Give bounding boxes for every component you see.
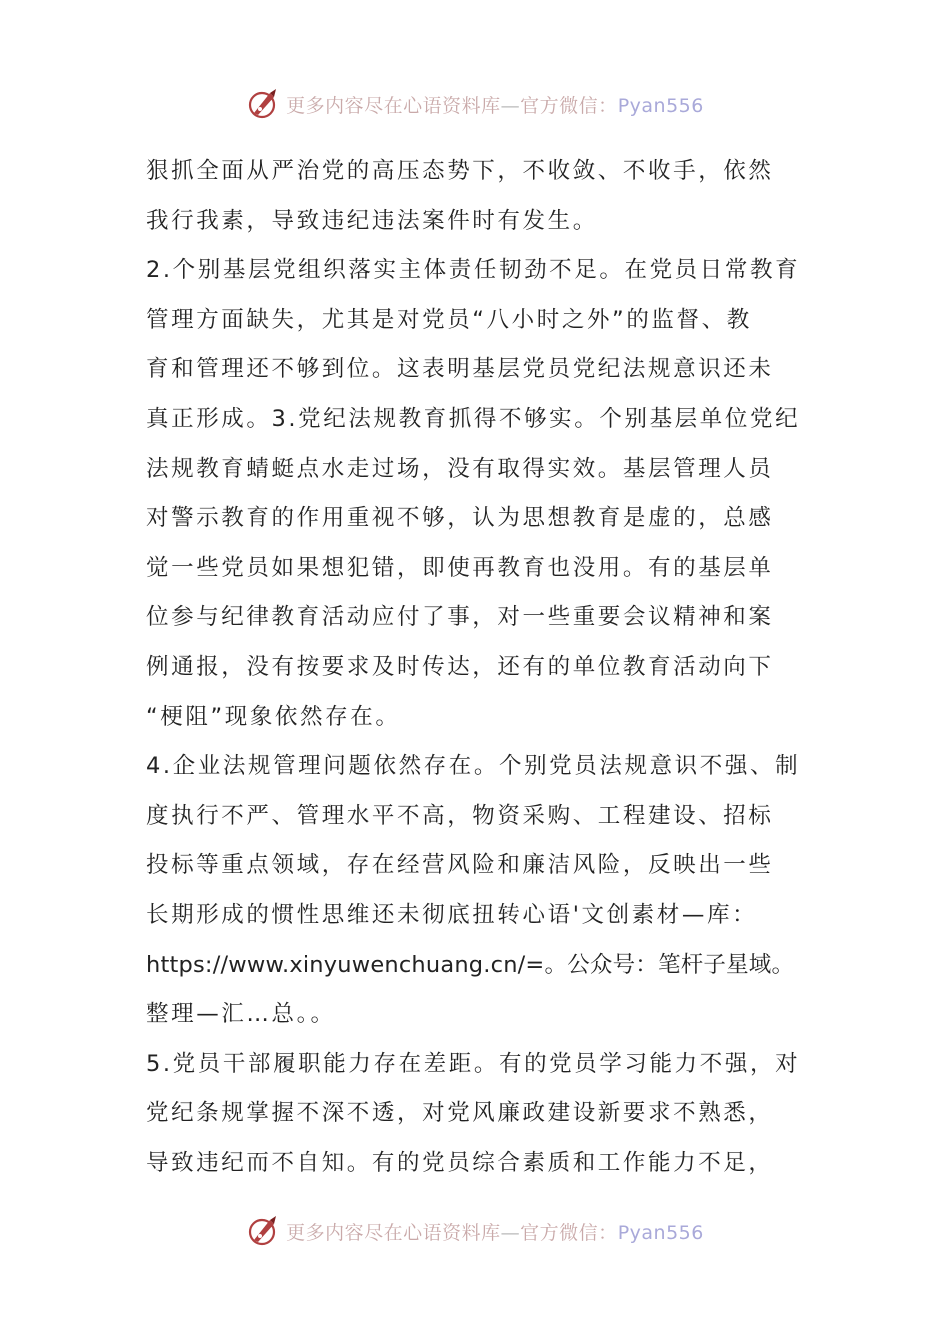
body-line: 真正形成。3.党纪法规教育抓得不够实。个别基层单位党纪 (146, 405, 801, 432)
pen-nib-logo-icon (246, 1214, 280, 1248)
header-main-text: 更多内容尽在心语资料库 (286, 94, 501, 117)
footer-main-text: 更多内容尽在心语资料库 (286, 1221, 501, 1244)
document-body (146, 147, 806, 1188)
header-separator: — (500, 94, 521, 117)
body-line: 度执行不严、管理水平不高，物资采购、工程建设、招标 (146, 802, 774, 829)
body-line: 法规教育蜻蜓点水走过场，没有取得实效。基层管理人员 (146, 455, 774, 482)
body-line: 对警示教育的作用重视不够，认为思想教育是虚的，总感 (146, 505, 774, 532)
body-line: 长期形成的惯性思维还未彻底扭转心语'文创素材—库： (146, 901, 758, 928)
body-line: 导致违纪而不自知。有的党员综合素质和工作能力不足， (146, 1149, 774, 1176)
body-line: 例通报，没有按要求及时传达，还有的单位教育活动向下 (146, 653, 774, 680)
footer-label-text: 官方微信： (520, 1221, 618, 1244)
body-line: 位参与纪律教育活动应付了事，对一些重要会议精神和案 (146, 604, 774, 631)
footer-banner (0, 1211, 950, 1251)
body-line: 5.党员干部履职能力存在差距。有的党员学习能力不强，对 (146, 1050, 801, 1077)
footer-wechat-handle: Pyan556 (617, 1221, 704, 1244)
body-line: 党纪条规掌握不深不透，对党风廉政建设新要求不熟悉， (146, 1100, 774, 1127)
pen-nib-logo-icon (246, 87, 280, 121)
body-line: 育和管理还不够到位。这表明基层党员党纪法规意识还未 (146, 356, 774, 383)
body-line: 狠抓全面从严治党的高压态势下，不收敛、不收手，依然 (146, 158, 774, 184)
body-line: 投标等重点领域，存在经营风险和廉洁风险，反映出一些 (146, 852, 774, 879)
body-line: “梗阻”现象依然存在。 (146, 703, 401, 730)
body-line-url: https://www.xinyuwenchuang.cn/=。公众号：笔杆子星域。 (146, 951, 795, 978)
body-line: 2.个别基层党组织落实主体责任韧劲不足。在党员日常教育 (146, 257, 801, 284)
body-line: 整理—汇…总。。 (146, 1001, 336, 1028)
body-line: 管理方面缺失，尤其是对党员“八小时之外”的监督、教 (146, 306, 752, 333)
footer-separator: — (500, 1221, 521, 1244)
header-banner (0, 84, 950, 124)
footer-banner-text (286, 1218, 704, 1245)
header-wechat-handle: Pyan556 (617, 94, 704, 117)
header-banner-text (286, 91, 704, 118)
body-line: 4.企业法规管理问题依然存在。个别党员法规意识不强、制 (146, 753, 801, 780)
body-line: 我行我素，导致违纪违法案件时有发生。 (146, 207, 598, 234)
header-label-text: 官方微信： (520, 94, 618, 117)
body-line: 觉一些党员如果想犯错，即使再教育也没用。有的基层单 (146, 554, 774, 581)
